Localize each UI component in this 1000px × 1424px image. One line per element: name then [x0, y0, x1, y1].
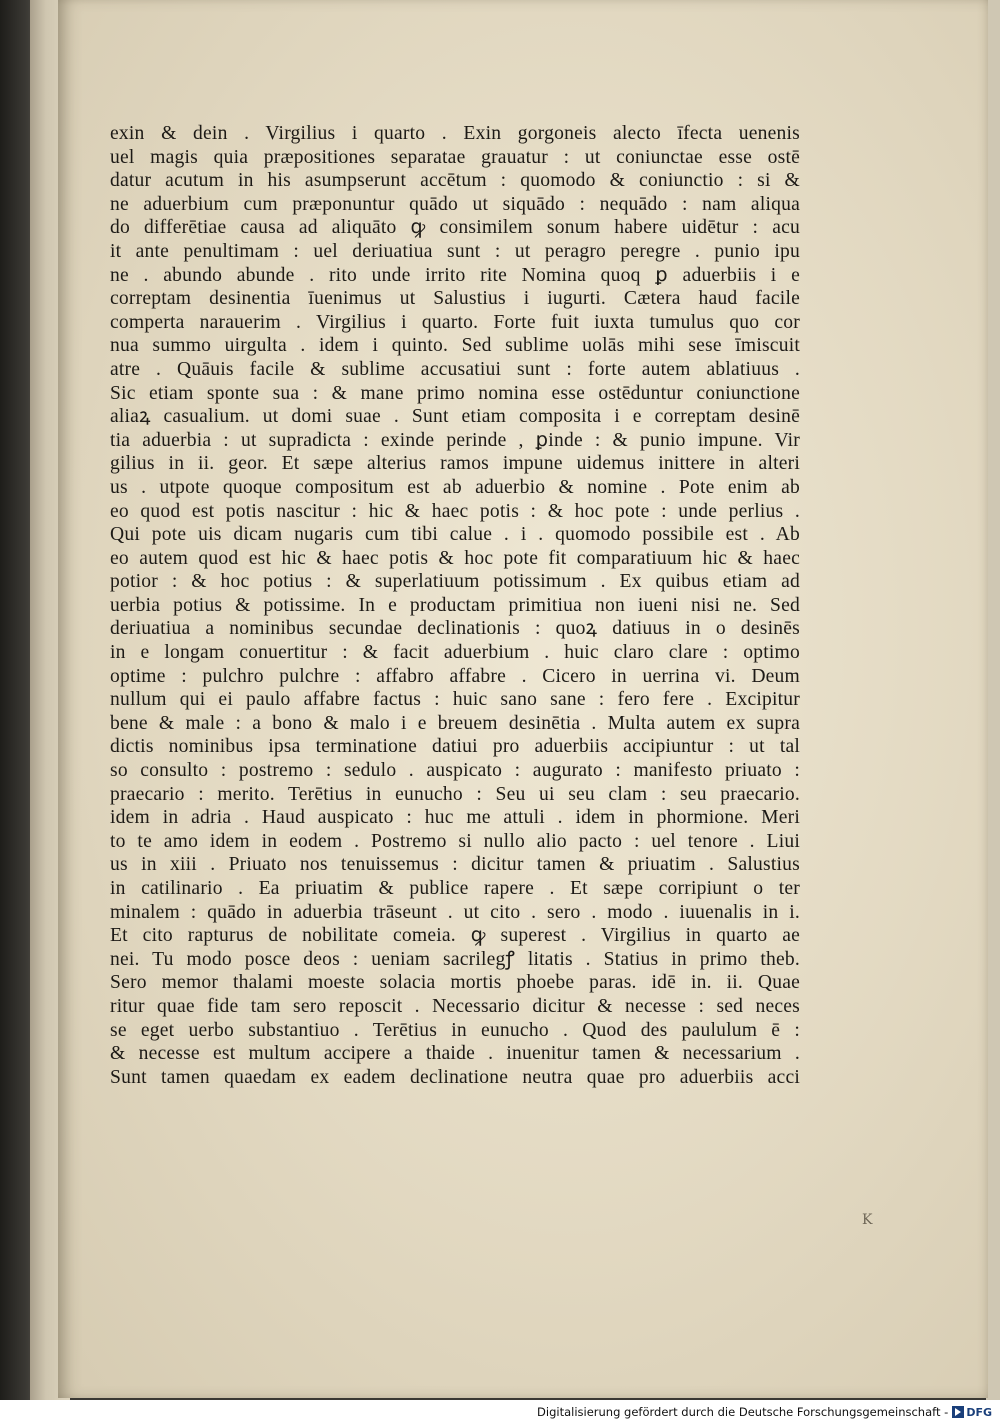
- text-line: potior : & hoc potius : & superlatiuum potissimum . Ex quibus etiam ad: [110, 571, 800, 593]
- text-line: Et cito rapturus de nobilitate comeia. ꝙ superest . Virgilius in quarto ae: [110, 925, 800, 947]
- text-line: Qui pote uis dicam nugaris cum tibi calue . i . quomodo possibile est . Ab: [110, 524, 800, 546]
- printed-text-block: [110, 122, 800, 1089]
- funding-notice: Digitalisierung gefördert durch die Deutsche Forschungsgemeinschaft -: [537, 1405, 949, 1419]
- text-line: nei. Tu modo posce deos : ueniam sacrilegꝭ litatis . Statius in primo theb.: [110, 948, 800, 970]
- text-line: tia aduerbia : ut supradicta : exinde perinde , ꝑinde : & punio impune. Vir: [110, 429, 800, 451]
- text-line: datur acutum in his asumpserunt accētum : quomodo & coniunctio : si &: [110, 170, 800, 192]
- dfg-logo-text: DFG: [966, 1405, 992, 1419]
- text-line: so consulto : postremo : sedulo . auspicato : augurato : manifesto priuato :: [110, 760, 800, 782]
- text-line: dictis nominibus ipsa terminatione datiui pro aduerbiis accipiuntur : ut tal: [110, 736, 800, 758]
- text-line: nua summo uirgulta . idem i quinto. Sed sublime uolās mihi sese īmiscuit: [110, 335, 800, 357]
- text-line: nullum qui ei paulo affabre factus : huic sano sane : fero fere . Excipitur: [110, 689, 800, 711]
- text-line: in e longam conuertitur : & facit aduerbium . huic claro clare : optimo: [110, 642, 800, 664]
- text-line: Sero memor thalami moeste solacia mortis phoebe paras. idē in. ii. Quae: [110, 972, 800, 994]
- text-line: ritur quae fide tam sero reposcit . Necessario dicitur & necesse : sed neces: [110, 995, 800, 1017]
- text-line: uerbia potius & potissime. In e productam primitiua non iueni nisi ne. Sed: [110, 594, 800, 616]
- text-line: in catilinario . Ea priuatim & publice rapere . Et sæpe corripiunt o ter: [110, 878, 800, 899]
- text-line: it ante penultimam : uel deriuatiua sunt : ut peragro peregre . punio ipu: [110, 240, 800, 262]
- text-line: Sic etiam sponte sua : & mane primo nomina esse ostēduntur coniunctione: [110, 382, 800, 404]
- marginal-note: K: [862, 1212, 873, 1228]
- text-line: ne aduerbium cum præponuntur quādo ut siquādo : nequādo : nam aliqua: [110, 193, 800, 215]
- dfg-logo-icon: [952, 1406, 964, 1418]
- text-line: praecario : merito. Terētius in eunucho : Seu ui seu clam : seu praecario.: [110, 783, 800, 805]
- text-line: us in xiii . Priuato nos tenuissemus : dicitur tamen & priuatim . Salustius: [110, 854, 800, 876]
- text-line: correptam desinentia īuenimus ut Salustius i iugurti. Cætera haud facile: [110, 288, 800, 310]
- text-line: gilius in ii. geor. Et sæpe alterius ramos impune uidemus inittere in alteri: [110, 453, 800, 475]
- text-line: idem in adria . Haud auspicato : huc me attuli . idem in phormione. Meri: [110, 807, 800, 829]
- dfg-logo: [952, 1406, 992, 1419]
- text-line: comperta narauerim . Virgilius i quarto. Forte fuit iuxta tumulus quo cor: [110, 311, 800, 333]
- text-line: bene & male : a bono & malo i e breuem desinētia . Multa autem ex supra: [110, 712, 800, 734]
- text-line: uel magis quia præpositiones separatae grauatur : ut coniunctae esse ostē: [110, 146, 800, 168]
- right-page-strip: [986, 0, 1000, 1400]
- text-line: deriuatiua a nominibus secundae declinationis : quoꝝ datiuus in o desinēs: [110, 618, 800, 640]
- text-line: eo autem quod est hic & haec potis & hoc pote fit comparatiuum hic & haec: [110, 547, 800, 569]
- text-line: optime : pulchro pulchre : affabro affabre . Cicero in uerrina vi. Deum: [110, 665, 800, 687]
- text-line: eo quod est potis nascitur : hic & haec potis : & hoc pote : unde perlius .: [110, 500, 800, 522]
- text-line: to te amo idem in eodem . Postremo si nullo alio pacto : uel tenore . Liui: [110, 830, 800, 852]
- text-line: aliaꝝ casualium. ut domi suae . Sunt etiam composita i e correptam desinē: [110, 406, 800, 428]
- text-line: se eget uerbo substantiuo . Terētius in eunucho . Quod des paululum ē :: [110, 1019, 800, 1041]
- text-line: do differētiae causa ad aliquāto ꝙ consimilem sonum habere uidētur : acu: [110, 217, 800, 239]
- text-line: Sunt tamen quaedam ex eadem declinatione neutra quae pro aduerbiis acci: [110, 1066, 800, 1088]
- text-line: exin & dein . Virgilius i quarto . Exin gorgoneis alecto īfecta uenenis: [110, 123, 800, 144]
- text-line: minalem : quādo in aduerbia trāseunt . ut cito . sero . modo . iuuenalis in i.: [110, 901, 800, 923]
- text-line: ne . abundo abunde . rito unde irrito rite Nomina quoq ꝑ aduerbiis i e: [110, 264, 800, 286]
- text-line: atre . Quāuis facile & sublime accusatiui sunt : forte autem ablatiuus .: [110, 358, 800, 380]
- digitization-footer: [0, 1400, 1000, 1424]
- text-line: & necesse est multum accipere a thaide . inuenitur tamen & necessarium .: [110, 1043, 800, 1065]
- text-line: us . utpote quoque compositum est ab aduerbio & nomine . Pote enim ab: [110, 476, 800, 498]
